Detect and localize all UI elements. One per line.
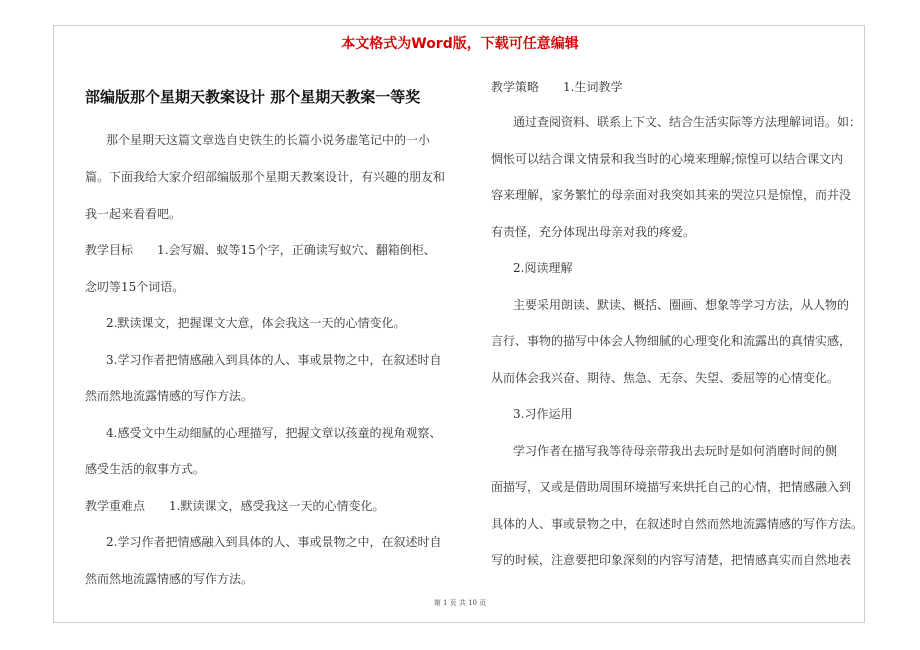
right-line-7: 主要采用朗读、默读、概括、圈画、想象等学习方法，从人物的 xyxy=(513,298,850,312)
left-line-8: 然而然地流露情感的写作方法。 xyxy=(85,389,254,403)
left-line-4: 教学目标 1.会写媚、蚁等15个字，正确读写蚁穴、翻箱倒柜、 xyxy=(85,243,436,257)
left-line-10: 感受生活的叙事方式。 xyxy=(85,462,206,476)
left-line-1: 那个星期天这篇文章选自史铁生的长篇小说务虚笔记中的一小 xyxy=(106,133,431,147)
left-line-7: 3.学习作者把情感融入到具体的人、事或景物之中，在叙述时自 xyxy=(106,353,442,367)
right-line-8: 言行、事物的描写中体会人物细腻的心理变化和流露出的真情实感， xyxy=(491,334,852,348)
format-banner: 本文格式为Word版，下载可任意编辑 xyxy=(341,36,579,52)
left-line-2: 篇。下面我给大家介绍部编版那个星期天教案设计，有兴趣的朋友和 xyxy=(85,170,446,184)
right-line-12: 面描写，又或是借助周围环境描写来烘托自己的心情，把情感融入到 xyxy=(491,480,852,494)
right-line-4: 容来理解，家务繁忙的母亲面对我突如其来的哭泣只是惊惶，而并没 xyxy=(491,188,852,202)
left-line-5: 念叨等15个词语。 xyxy=(85,280,185,294)
right-line-1: 教学策略 1.生词教学 xyxy=(491,80,623,94)
right-line-3: 惆怅可以结合课文情景和我当时的心境来理解;惊惶可以结合课文内 xyxy=(491,152,844,166)
document-title: 部编版那个星期天教案设计 那个星期天教案一等奖 xyxy=(85,88,421,106)
left-line-11: 教学重难点 1.默读课文，感受我这一天的心情变化。 xyxy=(85,499,385,513)
right-line-2: 通过查阅资料、联系上下文、结合生活实际等方法理解词语。如： xyxy=(513,115,862,129)
left-line-3: 我一起来看看吧。 xyxy=(85,207,182,221)
right-line-5: 有责怪，充分体现出母亲对我的疼爱。 xyxy=(491,225,696,239)
left-line-6: 2.默读课文，把握课文大意，体会我这一天的心情变化。 xyxy=(106,316,406,330)
left-line-9: 4.感受文中生动细腻的心理描写，把握文章以孩童的视角观察、 xyxy=(106,426,442,440)
right-line-13: 具体的人、事或景物之中，在叙述时自然而然地流露情感的写作方法。 xyxy=(491,517,864,531)
right-line-6: 2.阅读理解 xyxy=(513,261,573,275)
right-line-11: 学习作者在描写我等待母亲带我出去玩时是如何消磨时间的侧 xyxy=(513,444,838,458)
right-line-9: 从而体会我兴奋、期待、焦急、无奈、失望、委屈等的心情变化。 xyxy=(491,371,840,385)
left-line-12: 2.学习作者把情感融入到具体的人、事或景物之中，在叙述时自 xyxy=(106,535,442,549)
page-number-footer: 第 1 页 共 10 页 xyxy=(433,599,487,607)
left-line-13: 然而然地流露情感的写作方法。 xyxy=(85,572,254,586)
right-line-10: 3.习作运用 xyxy=(513,407,573,421)
right-line-14: 写的时候，注意要把印象深刻的内容写清楚，把情感真实而自然地表 xyxy=(491,553,852,567)
